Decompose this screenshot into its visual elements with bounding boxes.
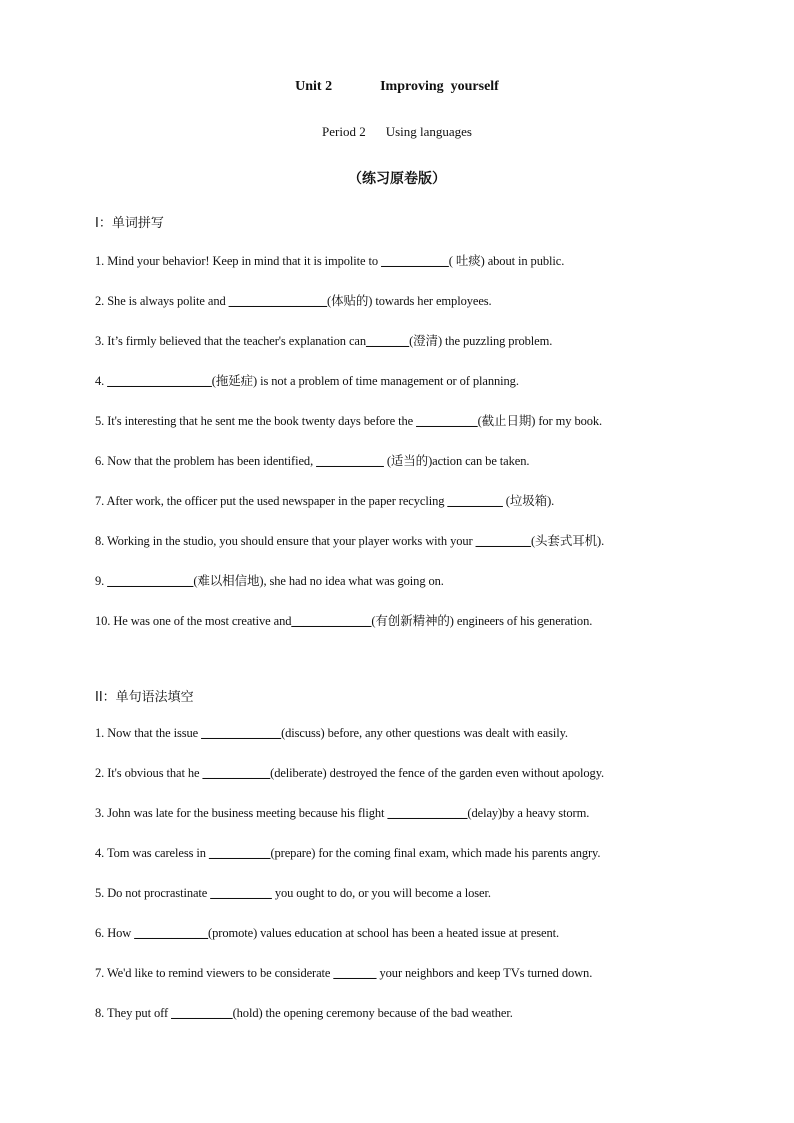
question-prefix-text: 1. Mind your behavior! Keep in mind that it is impolite to xyxy=(95,254,382,268)
period-name: Using languages xyxy=(385,124,472,139)
question-suffix-text: (discuss) before, any other questions was dealt with easily. xyxy=(281,726,568,740)
question-prefix-text: 3. It’s firmly believed that the teacher's explanation can xyxy=(95,334,367,348)
question-prefix-text: 6. How xyxy=(95,926,135,940)
answer-blank[interactable]: __________ xyxy=(416,414,478,428)
question-prefix-text: 8. They put off xyxy=(95,1006,172,1020)
answer-blank[interactable]: _____________ xyxy=(291,614,372,628)
question-prefix-text: 7. After work, the officer put the used newspaper in the paper recycling xyxy=(95,494,448,508)
section1-question-3 xyxy=(95,331,552,349)
question-suffix-text: ( 吐痰) about in public. xyxy=(448,254,565,268)
answer-blank[interactable]: ___________ xyxy=(202,766,271,780)
answer-blank[interactable]: __________ xyxy=(208,846,271,860)
section2-question-4 xyxy=(95,846,600,861)
answer-blank[interactable]: _________________ xyxy=(107,374,212,388)
question-suffix-text: (delay)by a heavy storm. xyxy=(467,806,590,820)
answer-blank[interactable]: __________ xyxy=(171,1006,233,1020)
question-suffix-text: your neighbors and keep TVs turned down. xyxy=(376,966,593,980)
section-1-title: I：单词拼写 xyxy=(95,216,164,231)
question-suffix-text: (适当的)action can be taken. xyxy=(383,454,530,468)
question-suffix-text: (澄清) the puzzling problem. xyxy=(409,334,553,348)
section2-question-2 xyxy=(95,766,604,781)
answer-blank[interactable]: _________ xyxy=(447,494,503,508)
section1-question-4 xyxy=(95,371,519,389)
question-prefix-text: 1. Now that the issue xyxy=(95,726,202,740)
section2-question-3 xyxy=(95,806,589,821)
section1-question-8 xyxy=(95,531,604,549)
question-suffix-text: you ought to do, or you will become a loser. xyxy=(271,886,491,900)
section2-question-5 xyxy=(95,886,491,901)
question-suffix-text: (垃圾箱). xyxy=(502,494,555,508)
question-prefix-text: 4. Tom was careless in xyxy=(95,846,209,860)
section1-question-2 xyxy=(95,291,492,309)
unit-label: Unit 2 xyxy=(295,79,333,94)
answer-blank[interactable]: _________ xyxy=(475,534,531,548)
question-prefix-text: 7. We'd like to remind viewers to be considerate xyxy=(95,966,334,980)
section1-question-1 xyxy=(95,251,564,269)
question-suffix-text: (deliberate) destroyed the fence of the garden even without apology. xyxy=(270,766,605,780)
section1-question-9 xyxy=(95,571,444,589)
answer-blank[interactable]: ___________ xyxy=(316,454,384,468)
answer-blank[interactable]: _____________ xyxy=(201,726,282,740)
answer-blank[interactable]: _______ xyxy=(333,966,377,980)
answer-blank[interactable]: ___________ xyxy=(381,254,449,268)
question-suffix-text: (截止日期) for my book. xyxy=(477,414,603,428)
question-prefix-text: 2. It's obvious that he xyxy=(95,766,203,780)
answer-blank[interactable]: __________ xyxy=(210,886,272,900)
version-label: （练习原卷版） xyxy=(348,171,446,187)
question-prefix-text: 2. She is always polite and xyxy=(95,294,229,308)
question-suffix-text: (拖延症) is not a problem of time management or of planning. xyxy=(211,374,519,388)
question-suffix-text: (promote) values education at school has been a heated issue at present. xyxy=(208,926,560,940)
question-suffix-text: (头套式耳机). xyxy=(530,534,605,548)
question-suffix-text: (难以相信地), she had no idea what was going on. xyxy=(193,574,444,588)
question-prefix-text: 3. John was late for the business meeting because his flight xyxy=(95,806,388,820)
question-prefix-text: 6. Now that the problem has been identified, xyxy=(95,454,317,468)
section2-question-6 xyxy=(95,926,559,941)
question-suffix-text: (有创新精神的) engineers of his generation. xyxy=(371,614,593,628)
question-prefix-text: 4. xyxy=(95,374,108,388)
period-subtitle xyxy=(0,124,794,140)
section1-question-6 xyxy=(95,451,529,469)
answer-blank[interactable]: ________________ xyxy=(228,294,328,308)
question-suffix-text: (prepare) for the coming final exam, which made his parents angry. xyxy=(270,846,601,860)
unit-title xyxy=(0,79,794,95)
section1-question-5 xyxy=(95,411,602,429)
answer-blank[interactable]: ______________ xyxy=(107,574,194,588)
section2-question-8 xyxy=(95,1006,513,1021)
question-prefix-text: 5. It's interesting that he sent me the book twenty days before the xyxy=(95,414,417,428)
section-2-title: II：单句语法填空 xyxy=(95,690,194,705)
answer-blank[interactable]: ____________ xyxy=(134,926,209,940)
question-prefix-text: 8. Working in the studio, you should ensure that your player works with your xyxy=(95,534,476,548)
answer-blank[interactable]: _______ xyxy=(366,334,410,348)
section2-question-1 xyxy=(95,726,568,741)
question-prefix-text: 5. Do not procrastinate xyxy=(95,886,211,900)
section1-question-10 xyxy=(95,611,592,629)
section2-question-7 xyxy=(95,966,592,981)
question-prefix-text: 9. xyxy=(95,574,108,588)
answer-blank[interactable]: _____________ xyxy=(387,806,468,820)
question-prefix-text: 10. He was one of the most creative and xyxy=(95,614,292,628)
period-label: Period 2 xyxy=(322,124,366,139)
question-suffix-text: (hold) the opening ceremony because of the bad weather. xyxy=(232,1006,513,1020)
question-suffix-text: (体贴的) towards her employees. xyxy=(327,294,492,308)
section1-question-7 xyxy=(95,491,554,509)
unit-name: Improving yourself xyxy=(380,79,499,94)
